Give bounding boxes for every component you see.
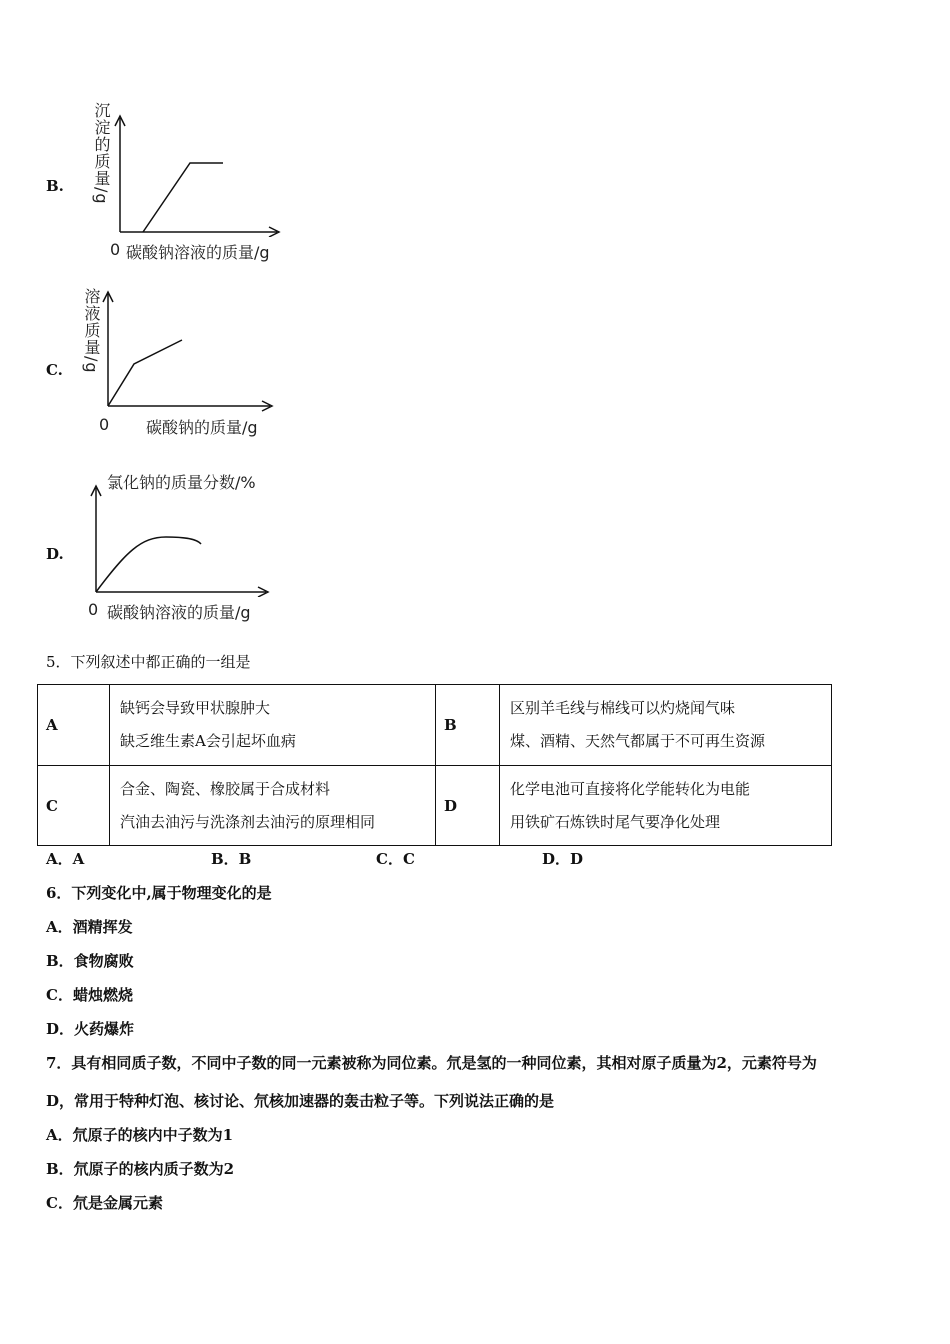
q5-cell-a-line2: 缺乏维生素A会引起坏血病 — [120, 732, 296, 750]
graph-b-ylabel: 沉淀的质量/g — [92, 102, 111, 205]
graph-b-origin: 0 — [110, 240, 121, 259]
graph-d-xlabel: 碳酸钠溶液的质量/g — [107, 603, 251, 622]
option-d-label: D. — [46, 545, 64, 563]
q7-choice-a[interactable]: A．氘原子的核内中子数为1 — [46, 1126, 234, 1144]
graph-c-ylabel: 溶液质量/g — [82, 288, 101, 374]
q5-cell-b-line1: 区别羊毛线与棉线可以灼烧闻气味 — [510, 699, 736, 717]
q5-cell-c-line2: 汽油去油污与洗涤剂去油污的原理相同 — [120, 812, 376, 831]
q5-key-d: D — [436, 766, 500, 846]
option-b-label: B. — [46, 177, 64, 195]
q5-cell-c-line1: 合金、陶瓷、橡胶属于合成材料 — [120, 779, 331, 798]
q5-cell-a-line1: 缺钙会导致甲状腺肿大 — [120, 699, 271, 717]
graph-d-origin: 0 — [88, 600, 99, 619]
q5-cell-b-line2: 煤、酒精、天然气都属于不可再生资源 — [510, 732, 766, 750]
table-row — [38, 685, 832, 766]
graph-c-xlabel: 碳酸钠的质量/g — [146, 418, 258, 437]
graph-b-xlabel: 碳酸钠溶液的质量/g — [126, 243, 270, 262]
graph-c-plot — [98, 288, 278, 413]
q6-choice-d[interactable]: D．火药爆炸 — [46, 1020, 135, 1038]
q6-stem: 6．下列变化中,属于物理变化的是 — [46, 884, 272, 902]
q7-stem-line2: D，常用于特种灯泡、核讨论、氘核加速器的轰击粒子等。下列说法正确的是 — [46, 1092, 555, 1110]
graph-d-ylabel: 氯化钠的质量分数/% — [107, 473, 256, 492]
q5-choice-a[interactable]: A．A — [46, 850, 85, 868]
q7-choice-c[interactable]: C．氘是金属元素 — [46, 1194, 163, 1212]
q6-choice-c[interactable]: C．蜡烛燃烧 — [46, 986, 133, 1004]
q5-key-b: B — [436, 685, 500, 766]
graph-d-plot — [86, 482, 276, 597]
graph-c-curve — [108, 340, 182, 406]
q5-cell-d — [500, 766, 832, 846]
option-c-label: C. — [46, 361, 63, 379]
q6-choice-a[interactable]: A．酒精挥发 — [46, 918, 133, 936]
q5-choice-c[interactable]: C．C — [376, 850, 415, 868]
q5-choice-d[interactable]: D．D — [542, 850, 584, 868]
q7-stem-line1: 7．具有相同质子数，不同中子数的同一元素被称为同位素。氘是氢的一种同位素，其相对原子质量为2，元素符号为 — [46, 1054, 817, 1072]
q5-choice-b[interactable]: B．B — [211, 850, 252, 868]
q5-table — [37, 684, 832, 846]
q6-choice-b[interactable]: B．食物腐败 — [46, 952, 134, 970]
q5-cell-a — [110, 685, 436, 766]
graph-d-curve — [96, 537, 201, 592]
graph-b-curve — [143, 163, 223, 232]
q5-cell-d-line1: 化学电池可直接将化学能转化为电能 — [510, 779, 751, 798]
q5-key-c: C — [38, 766, 110, 846]
q5-key-a: A — [38, 685, 110, 766]
graph-c-origin: 0 — [99, 415, 110, 434]
q5-cell-d-line2: 用铁矿石炼铁时尾气要净化处理 — [510, 812, 721, 831]
q7-choice-b[interactable]: B．氘原子的核内质子数为2 — [46, 1160, 235, 1178]
q5-cell-b — [500, 685, 832, 766]
q5-cell-c — [110, 766, 436, 846]
graph-b-plot — [105, 112, 285, 237]
q5-stem: 5．下列叙述中都正确的一组是 — [46, 653, 251, 671]
table-row — [38, 766, 832, 846]
